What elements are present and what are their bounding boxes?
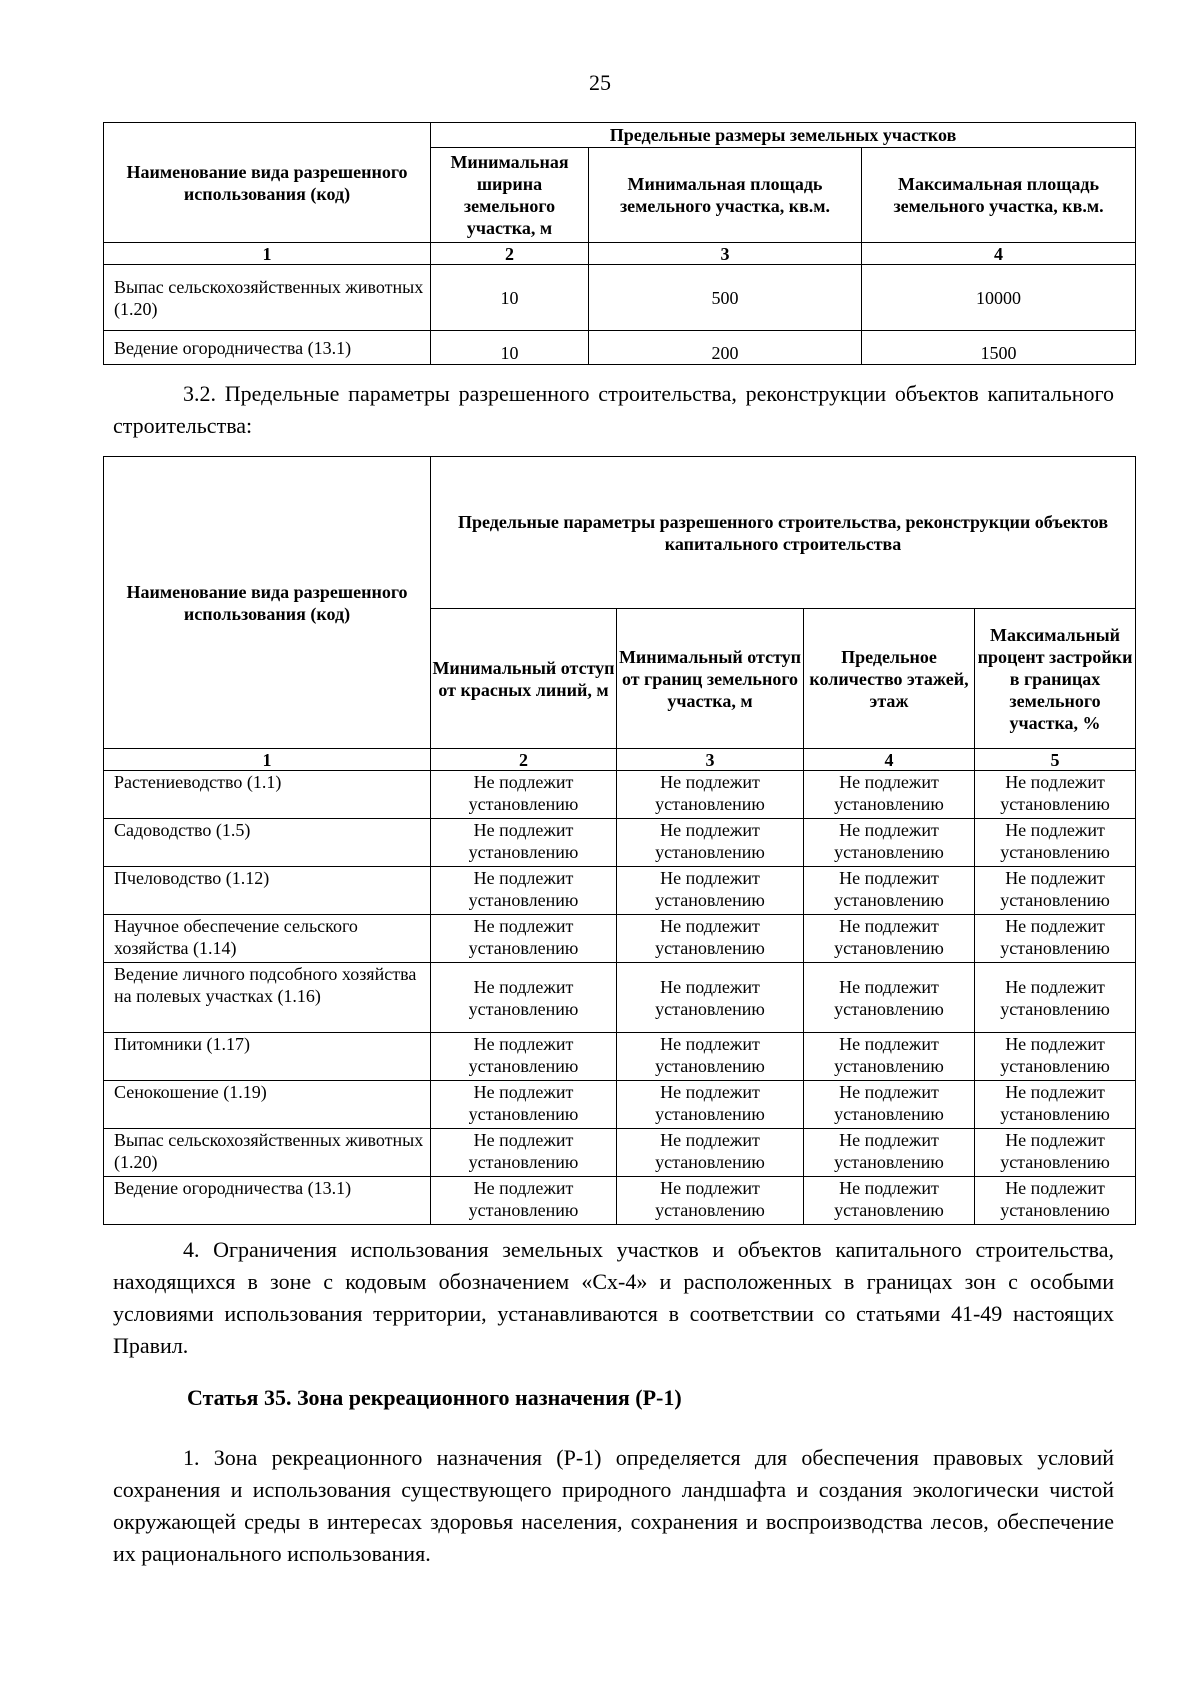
cell-value: Не подлежит установлению	[431, 1081, 617, 1129]
cell-value: Не подлежит установлению	[431, 1177, 617, 1225]
cell-value: Не подлежит установлению	[431, 963, 617, 1033]
cell-value: Не подлежит установлению	[617, 819, 804, 867]
cell-value: 1500	[862, 331, 1136, 365]
cell-value: Не подлежит установлению	[804, 915, 975, 963]
cell-value: Не подлежит установлению	[617, 771, 804, 819]
table-row	[104, 1033, 1136, 1081]
t2-index-cell: 5	[975, 749, 1136, 771]
t2-group-header: Предельные параметры разрешенного строительства, реконструкции объектов капитального строительства	[431, 457, 1136, 609]
cell-value: Не подлежит установлению	[975, 867, 1136, 915]
cell-value: Не подлежит установлению	[975, 963, 1136, 1033]
t2-index-cell: 1	[104, 749, 431, 771]
cell-value: Не подлежит установлению	[975, 819, 1136, 867]
cell-value: 10	[431, 331, 589, 365]
land-plot-size-table	[103, 122, 1136, 365]
paragraph-4-text: 4. Ограничения использования земельных участков и объектов капитального строительства, находящихся в зоне с кодовым обозначением «Сх-4» и расположенных в границах зон с особыми условиями использования территории, устанавливаются в соответствии со статьями 41-49 настоящих Правил.	[113, 1237, 1114, 1358]
cell-value: 10	[431, 265, 589, 331]
cell-value: Не подлежит установлению	[975, 1177, 1136, 1225]
table-row	[104, 1177, 1136, 1225]
table-row	[104, 331, 1136, 365]
cell-value: Не подлежит установлению	[617, 1033, 804, 1081]
row-name: Питомники (1.17)	[104, 1033, 431, 1081]
paragraph-35-1-text: 1. Зона рекреационного назначения (Р-1) определяется для обеспечения правовых условий сохранения и использования существующего природного ландшафта и создания экологически чистой окружающей среды в интересах здоровья населения, сохранения и воспроизводства лесов, обеспечение их рационального использования.	[113, 1445, 1114, 1566]
cell-value: Не подлежит установлению	[617, 915, 804, 963]
t1-col-header: Максимальная площадь земельного участка, кв.м.	[862, 148, 1136, 243]
paragraph-35-1	[113, 1442, 1114, 1570]
cell-value: 500	[589, 265, 862, 331]
table-row	[104, 963, 1136, 1033]
row-name: Пчеловодство (1.12)	[104, 867, 431, 915]
row-name: Ведение огородничества (13.1)	[104, 331, 431, 365]
row-name: Научное обеспечение сельского хозяйства (1.14)	[104, 915, 431, 963]
t1-col-header: Минимальная площадь земельного участка, кв.м.	[589, 148, 862, 243]
cell-value: Не подлежит установлению	[431, 771, 617, 819]
cell-value: Не подлежит установлению	[617, 1177, 804, 1225]
cell-value: Не подлежит установлению	[804, 1081, 975, 1129]
cell-value: Не подлежит установлению	[431, 915, 617, 963]
t1-name-header: Наименование вида разрешенного использования (код)	[104, 123, 431, 243]
row-name: Садоводство (1.5)	[104, 819, 431, 867]
table-row	[104, 867, 1136, 915]
cell-value: Не подлежит установлению	[617, 963, 804, 1033]
row-name: Ведение личного подсобного хозяйства на полевых участках (1.16)	[104, 963, 431, 1033]
row-name: Выпас сельскохозяйственных животных (1.20)	[104, 265, 431, 331]
cell-value: Не подлежит установлению	[804, 1177, 975, 1225]
cell-value: Не подлежит установлению	[431, 1033, 617, 1081]
cell-value: Не подлежит установлению	[431, 1129, 617, 1177]
paragraph-3-2	[113, 378, 1114, 442]
cell-value: Не подлежит установлению	[617, 1129, 804, 1177]
page-number: 25	[589, 70, 611, 95]
construction-parameters-table	[103, 456, 1136, 1225]
t1-index-cell: 3	[589, 243, 862, 265]
table-row	[104, 819, 1136, 867]
table-row	[104, 771, 1136, 819]
t1-group-header: Предельные размеры земельных участков	[431, 123, 1136, 148]
cell-value: Не подлежит установлению	[975, 771, 1136, 819]
t2-col-header: Предельное количество этажей, этаж	[804, 609, 975, 749]
table-row	[104, 265, 1136, 331]
cell-value: Не подлежит установлению	[431, 819, 617, 867]
cell-value: Не подлежит установлению	[975, 915, 1136, 963]
cell-value: Не подлежит установлению	[804, 1033, 975, 1081]
cell-value: Не подлежит установлению	[804, 1129, 975, 1177]
t1-index-cell: 4	[862, 243, 1136, 265]
paragraph-4	[113, 1234, 1114, 1362]
t2-col-header: Минимальный отступ от границ земельного участка, м	[617, 609, 804, 749]
cell-value: Не подлежит установлению	[975, 1081, 1136, 1129]
row-name: Растениеводство (1.1)	[104, 771, 431, 819]
cell-value: Не подлежит установлению	[804, 819, 975, 867]
t1-index-cell: 1	[104, 243, 431, 265]
t2-index-cell: 2	[431, 749, 617, 771]
cell-value: Не подлежит установлению	[804, 963, 975, 1033]
article-35-heading: Статья 35. Зона рекреационного назначения (Р-1)	[187, 1385, 682, 1410]
row-name: Сенокошение (1.19)	[104, 1081, 431, 1129]
paragraph-3-2-text: 3.2. Предельные параметры разрешенного строительства, реконструкции объектов капитального строительства:	[113, 381, 1114, 438]
row-name: Выпас сельскохозяйственных животных (1.20)	[104, 1129, 431, 1177]
table-row	[104, 915, 1136, 963]
t2-col-header: Максимальный процент застройки в границах земельного участка, %	[975, 609, 1136, 749]
t2-index-cell: 4	[804, 749, 975, 771]
t2-col-header: Минимальный отступ от красных линий, м	[431, 609, 617, 749]
table-row	[104, 1081, 1136, 1129]
cell-value: Не подлежит установлению	[975, 1129, 1136, 1177]
cell-value: Не подлежит установлению	[804, 867, 975, 915]
cell-value: Не подлежит установлению	[617, 1081, 804, 1129]
t2-name-header: Наименование вида разрешенного использования (код)	[104, 457, 431, 749]
table-row	[104, 1129, 1136, 1177]
cell-value: 10000	[862, 265, 1136, 331]
cell-value: Не подлежит установлению	[975, 1033, 1136, 1081]
cell-value: Не подлежит установлению	[804, 771, 975, 819]
t2-index-cell: 3	[617, 749, 804, 771]
cell-value: Не подлежит установлению	[617, 867, 804, 915]
cell-value: Не подлежит установлению	[431, 867, 617, 915]
cell-value: 200	[589, 331, 862, 365]
row-name: Ведение огородничества (13.1)	[104, 1177, 431, 1225]
t1-col-header: Минимальная ширина земельного участка, м	[431, 148, 589, 243]
t1-index-cell: 2	[431, 243, 589, 265]
